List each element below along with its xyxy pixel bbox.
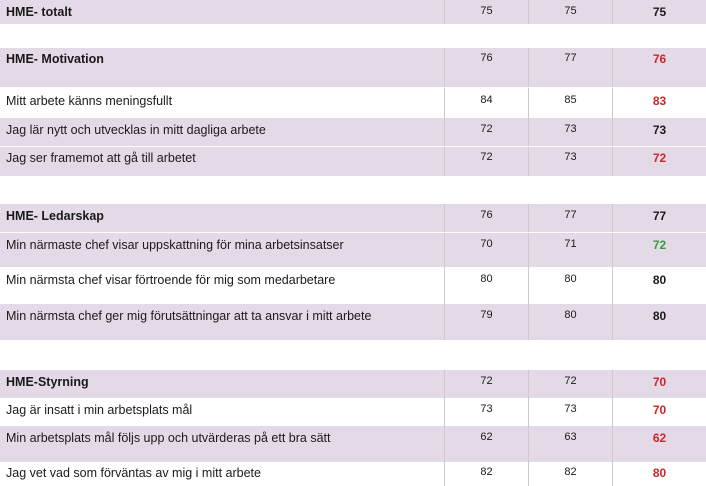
section-spacer — [0, 176, 706, 204]
value-col-3: 76 — [612, 48, 706, 87]
value-col-3: 80 — [612, 304, 706, 340]
value-col-1: 84 — [444, 88, 528, 118]
value-col-1: 80 — [444, 267, 528, 304]
row-label: Mitt arbete känns meningsfullt — [6, 94, 173, 108]
table-row — [0, 462, 706, 486]
table-row-hme-totalt — [0, 0, 706, 24]
value-col-3: 83 — [612, 88, 706, 118]
value-col-3: 72 — [612, 233, 706, 267]
value-col-1: 70 — [444, 233, 528, 267]
row-label: Min närmsta chef ger mig förutsättningar att ta ansvar i mitt arbete — [6, 309, 372, 323]
value-col-2: 80 — [528, 267, 612, 304]
row-label: HME-Styrning — [6, 375, 89, 389]
row-label: Min närmsta chef visar förtroende för mig som medarbetare — [6, 273, 336, 287]
value-col-3: 62 — [612, 426, 706, 462]
value-col-3: 70 — [612, 398, 706, 426]
value-col-2: 72 — [528, 370, 612, 398]
value-col-3: 73 — [612, 118, 706, 146]
value-col-2: 85 — [528, 88, 612, 118]
table-row — [0, 146, 706, 176]
row-label: Min närmaste chef visar uppskattning för mina arbetsinsatser — [6, 238, 344, 252]
value-col-1: 82 — [444, 462, 528, 486]
table-row — [0, 267, 706, 304]
value-col-1: 76 — [444, 204, 528, 232]
value-col-1: 75 — [444, 0, 528, 24]
table-row — [0, 232, 706, 267]
value-col-1: 76 — [444, 48, 528, 87]
value-col-3: 80 — [612, 267, 706, 304]
value-col-1: 72 — [444, 118, 528, 146]
value-col-1: 72 — [444, 370, 528, 398]
row-label: Jag lär nytt och utvecklas in mitt dagliga arbete — [6, 123, 266, 137]
value-col-2: 73 — [528, 118, 612, 146]
value-col-3: 80 — [612, 462, 706, 486]
row-label: Min arbetsplats mål följs upp och utvärderas på ett bra sätt — [6, 431, 331, 445]
value-col-2: 77 — [528, 48, 612, 87]
table-row — [0, 88, 706, 118]
section-spacer — [0, 340, 706, 370]
value-col-1: 73 — [444, 398, 528, 426]
value-col-1: 62 — [444, 426, 528, 462]
row-label: HME- Ledarskap — [6, 209, 104, 223]
table-row — [0, 118, 706, 146]
row-label: Jag vet vad som förväntas av mig i mitt arbete — [6, 466, 261, 480]
table-row — [0, 304, 706, 340]
row-label: Jag är insatt i min arbetsplats mål — [6, 403, 193, 417]
value-col-3: 77 — [612, 204, 706, 232]
value-col-2: 77 — [528, 204, 612, 232]
value-col-2: 80 — [528, 304, 612, 340]
table-row — [0, 426, 706, 462]
value-col-3: 75 — [612, 0, 706, 24]
section-spacer — [0, 24, 706, 48]
value-col-1: 79 — [444, 304, 528, 340]
value-col-2: 75 — [528, 0, 612, 24]
value-col-2: 73 — [528, 398, 612, 426]
table-row-hme-motivation — [0, 48, 706, 88]
value-col-3: 70 — [612, 370, 706, 398]
table-row-hme-styrning — [0, 370, 706, 398]
table-row-hme-ledarskap — [0, 204, 706, 232]
table-row — [0, 398, 706, 426]
value-col-2: 73 — [528, 147, 612, 176]
value-col-2: 63 — [528, 426, 612, 462]
value-col-1: 72 — [444, 147, 528, 176]
value-col-3: 72 — [612, 147, 706, 176]
value-col-2: 82 — [528, 462, 612, 486]
row-label: HME- Motivation — [6, 52, 104, 66]
row-label: HME- totalt — [6, 5, 72, 19]
row-label: Jag ser framemot att gå till arbetet — [6, 151, 196, 165]
value-col-2: 71 — [528, 233, 612, 267]
